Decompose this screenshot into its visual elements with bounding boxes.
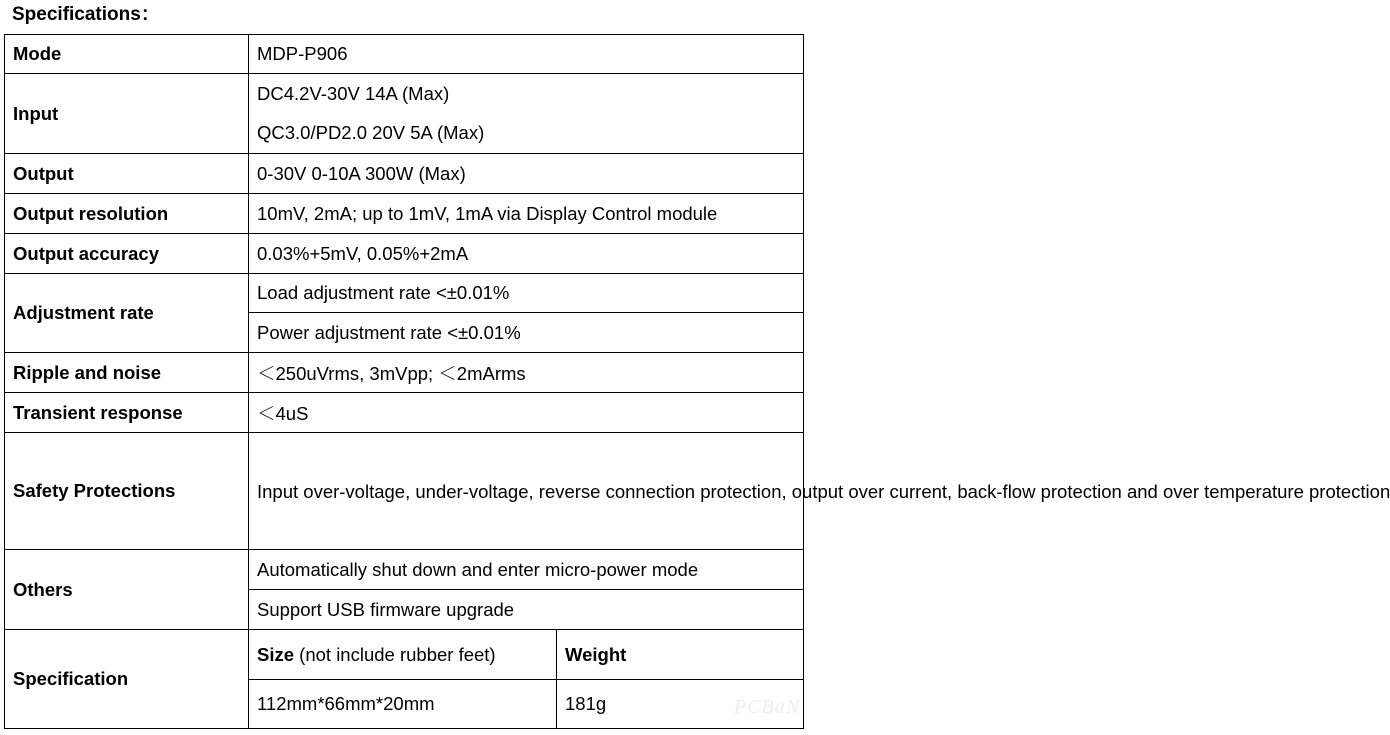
row-label-ripple-noise: Ripple and noise (5, 353, 249, 393)
table-row-ripple-noise (5, 353, 804, 393)
row-value-output-resolution: 10mV, 2mA; up to 1mV, 1mA via Display Control module (249, 194, 804, 234)
size-note: (not include rubber feet) (294, 643, 496, 665)
row-label-specification: Specification (5, 630, 249, 729)
row-value-input-1: DC4.2V-30V 14A (Max) (249, 74, 804, 114)
size-header-cell (249, 630, 557, 680)
table-row-specification (5, 630, 804, 680)
row-value-others-2: Support USB firmware upgrade (249, 590, 804, 630)
row-label-transient-response: Transient response (5, 393, 249, 433)
weight-header-cell: Weight (557, 630, 804, 680)
weight-value: 181g (557, 680, 804, 729)
row-value-output: 0-30V 0-10A 300W (Max) (249, 154, 804, 194)
table-row-output-accuracy (5, 234, 804, 274)
row-value-adjustment-rate-2: Power adjustment rate <±0.01% (249, 313, 804, 353)
row-label-adjustment-rate: Adjustment rate (5, 274, 249, 353)
row-label-others: Others (5, 550, 249, 630)
row-value-input-2: QC3.0/PD2.0 20V 5A (Max) (249, 114, 804, 154)
row-value-safety-protections: Input over-voltage, under-voltage, reverse connection protection, output over current, back-flow protection and over temperature protection (249, 433, 804, 550)
specifications-table (4, 34, 1390, 729)
row-label-output-resolution: Output resolution (5, 194, 249, 234)
table-row-mode (5, 35, 804, 74)
row-value-others-1: Automatically shut down and enter micro-power mode (249, 550, 804, 590)
row-value-ripple-noise: ＜250uVrms, 3mVpp; ＜2mArms (249, 353, 804, 393)
row-value-transient-response: ＜4uS (249, 393, 804, 433)
size-label: Size (257, 643, 295, 665)
watermark: PCBaN (733, 696, 800, 718)
table-row-input (5, 74, 804, 114)
table-row-adjustment-rate (5, 274, 804, 313)
row-value-output-accuracy: 0.03%+5mV, 0.05%+2mA (249, 234, 804, 274)
table-row-output (5, 154, 804, 194)
size-value: 112mm*66mm*20mm (249, 680, 557, 729)
table-row-safety-protections (5, 433, 804, 550)
row-value-mode: MDP-P906 (249, 35, 804, 74)
row-label-mode: Mode (5, 35, 249, 74)
table-row-others (5, 550, 804, 590)
row-value-adjustment-rate-1: Load adjustment rate <±0.01% (249, 274, 804, 313)
table-row-transient-response (5, 393, 804, 433)
row-label-output-accuracy: Output accuracy (5, 234, 249, 274)
table-row-output-resolution (5, 194, 804, 234)
row-label-safety-protections: Safety Protections (5, 433, 249, 550)
page-heading: Specifications： (12, 4, 160, 25)
row-label-input: Input (5, 74, 249, 154)
row-label-output: Output (5, 154, 249, 194)
